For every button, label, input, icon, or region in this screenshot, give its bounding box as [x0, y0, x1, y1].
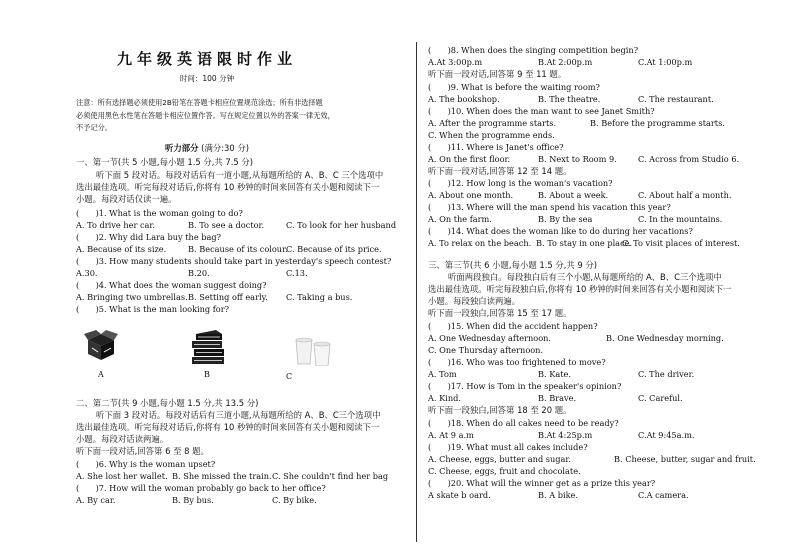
q12-option-a: A. About one month.	[428, 190, 514, 200]
q3-option-a: A.30.	[76, 268, 98, 278]
q9-option-c: C. The restaurant.	[638, 94, 714, 104]
q15-option-b: B. One Wednesday morning.	[606, 333, 724, 343]
note-line-1: 注意：所有选择题必须使用2B铅笔在答题卡相应位置规范涂选；所有非选择题	[76, 98, 323, 107]
listening-heading	[0, 142, 414, 154]
q18-option-b: B.At 4:25p.m	[538, 430, 593, 440]
q11-option-a: A. On the first floor.	[428, 154, 511, 164]
q13-option-b: B. By the sea	[538, 214, 593, 224]
sub-4: 听下面一段独白,回答第 15 至 17 题。	[428, 308, 572, 318]
sec3-intro-1: 听面两段独白。每段独白后有三个小题,从每题所给的 A、B、C三个选项中	[448, 272, 722, 282]
q6-option-b: B. She missed the train.	[172, 471, 272, 481]
question-12: ( )12. How long is the woman's vacation?	[428, 178, 613, 188]
sec2-intro-3: 小题。每段对话读两遍。	[76, 434, 169, 444]
q10-option-c: C. When the programme ends.	[428, 130, 555, 140]
q14-option-a: A. To relax on the beach.	[428, 238, 532, 248]
q7-option-b: B. By bus.	[172, 495, 214, 505]
question-17: ( )17. How is Tom in the speaker's opinion?	[428, 381, 622, 391]
q7-option-a: A. By car.	[76, 495, 116, 505]
option-b-label: B	[204, 370, 210, 379]
option-c-label: C	[286, 372, 293, 381]
question-8: ( )8. When does the singing competition begin?	[428, 45, 639, 55]
q17-option-a: A. Kind.	[428, 393, 461, 403]
q3-option-b: B.20.	[188, 268, 210, 278]
q10-option-a: A. After the programme starts.	[428, 118, 557, 128]
q1-option-a: A. To drive her car.	[76, 220, 156, 230]
q17-option-b: B. Brave.	[538, 393, 577, 403]
q8-option-b: B.At 2:00p.m	[538, 57, 593, 67]
question-13: ( )13. Where will the man spend his vacation this year?	[428, 202, 671, 212]
question-7: ( )7. How will the woman probably go back to her office?	[76, 483, 326, 493]
q6-option-a: A. She lost her wallet.	[76, 471, 168, 481]
page-title: 九年级英语限时作业	[116, 50, 297, 68]
box-icon	[84, 330, 118, 362]
sec3-heading: 三、第三节(共 6 小题,每小题 1.5 分,共 9 分)	[428, 260, 598, 270]
q15-option-c: C. One Thursday afternoon.	[428, 345, 544, 355]
question-6: ( )6. Why is the woman upset?	[76, 459, 216, 469]
question-10: ( )10. When does the man want to see Janet Smith?	[428, 106, 655, 116]
q2-option-a: A. Because of its size.	[76, 244, 167, 254]
q9-option-b: B. The theatre.	[538, 94, 601, 104]
q2-option-c: C. Because of its price.	[286, 244, 382, 254]
question-9: ( )9. What is before the waiting room?	[428, 82, 600, 92]
q2-option-b: B. Because of its colour.	[188, 244, 288, 254]
question-15: ( )15. When did the accident happen?	[428, 321, 598, 331]
listening-score: (满分:30 分)	[201, 143, 249, 153]
question-1: ( )1. What is the woman going to do?	[76, 208, 243, 218]
q9-option-a: A. The bookshop.	[428, 94, 500, 104]
sec1-heading: 一、第一节(共 5 小题,每小题 1.5 分,共 7.5 分)	[76, 157, 254, 167]
q16-option-a: A. Tom	[428, 369, 457, 379]
sec3-intro-3: 小题。每段独白读两遍。	[428, 296, 521, 306]
q13-option-a: A. On the farm.	[428, 214, 492, 224]
q3-option-c: C.13.	[286, 268, 308, 278]
note-line-2: 必须使用黑色水性笔在答题卡相应位置作答。写在规定位置以外的答案一律无效，	[76, 111, 335, 120]
q20-option-a: A skate b oard.	[428, 490, 491, 500]
question-16: ( )16. Who was too frightened to move?	[428, 357, 606, 367]
sec2-intro-1: 听下面 3 段对话。每段对话后有三道小题,从每题所给的 A、B、C三个选项中	[96, 410, 381, 420]
question-18: ( )18. When do all cakes need to be ready?	[428, 418, 619, 428]
question-19: ( )19. What must all cakes include?	[428, 442, 588, 452]
question-4: ( )4. What does the woman suggest doing?	[76, 280, 267, 290]
q4-option-a: A. Bringing two umbrellas.	[76, 292, 188, 302]
sec2-heading: 二、第二节(共 9 小题,每小题 1.5 分,共 13.5 分)	[76, 398, 259, 408]
sec1-intro-3: 小题。每段对话仅读一遍。	[76, 194, 177, 204]
q19-option-a: A. Cheese, eggs, butter and sugar.	[428, 454, 572, 464]
q7-option-c: C. By bike.	[272, 495, 317, 505]
q4-option-b: B. Setting off early.	[188, 292, 268, 302]
sec2-sub-1: 听下面一段对话,回答第 6 至 8 题。	[76, 446, 209, 456]
question-14: ( )14. What does the woman like to do during her vacations?	[428, 226, 693, 236]
q13-option-c: C. In the mountains.	[638, 214, 723, 224]
sec1-intro-1: 听下面 5 段对话。每段对话后有一道小题,从每题所给的 A、B、C 三个选项中	[96, 170, 384, 180]
q19-option-b: B. Cheese, butter, sugar and fruit.	[614, 454, 756, 464]
q6-option-c: C. She couldn't find her bag	[272, 471, 389, 481]
q14-option-c: C. To visit places of interest.	[622, 238, 740, 248]
q14-option-b: B. To stay in one place.	[536, 238, 633, 248]
books-icon	[190, 330, 226, 364]
question-3: ( )3. How many students should take part in yesterday's speech contest?	[76, 256, 392, 266]
q12-option-c: C. About half a month.	[638, 190, 732, 200]
question-11: ( )11. Where is Janet's office?	[428, 142, 564, 152]
q18-option-c: C.At 9:45a.m.	[638, 430, 695, 440]
q1-option-b: B. To see a doctor.	[188, 220, 265, 230]
q15-option-a: A. One Wednesday afternoon.	[428, 333, 552, 343]
sub-3: 听下面一段对话,回答第 12 至 14 题。	[428, 166, 572, 176]
question-2: ( )2. Why did Lara buy the bag?	[76, 232, 222, 242]
q16-option-c: C. The driver.	[638, 369, 695, 379]
q18-option-a: A. At 9 a.m	[428, 430, 474, 440]
option-a-label: A	[98, 370, 104, 379]
q20-option-c: C.A camera.	[638, 490, 689, 500]
q8-option-a: A.At 3:00p.m	[428, 57, 483, 67]
q1-option-c: C. To look for her husband	[286, 220, 397, 230]
column-divider	[416, 42, 417, 542]
paper-cups-icon	[294, 336, 334, 366]
right-column	[418, 0, 794, 560]
question-5: ( )5. What is the man looking for?	[76, 304, 230, 314]
sub-2: 听下面一段对话,回答第 9 至 11 题。	[428, 69, 567, 79]
listening-title: 听力部分	[165, 143, 199, 153]
note-line-3: 不予记分。	[76, 123, 112, 132]
q12-option-b: B. About a week.	[538, 190, 609, 200]
q16-option-b: B. Kate.	[538, 369, 571, 379]
q19-option-c: C. Cheese, eggs, fruit and chocolate.	[428, 466, 581, 476]
q4-option-c: C. Taking a bus.	[286, 292, 353, 302]
q8-option-c: C.At 1:00p.m	[638, 57, 693, 67]
sec2-intro-2: 选出最佳选项。听完每段对话后,你将有 10 秒钟的时间来回答有关小题和阅读下一	[76, 422, 380, 432]
q11-option-b: B. Next to Room 9.	[538, 154, 617, 164]
sub-5: 听下面一段独白,回答第 18 至 20 题。	[428, 405, 572, 415]
sec1-intro-2: 选出最佳选项。听完每段对话后,你将有 10 秒钟的时间来回答有关小题和阅读下一	[76, 182, 380, 192]
q17-option-c: C. Careful.	[638, 393, 683, 403]
question-20: ( )20. What will the winner get as a prize this year?	[428, 478, 656, 488]
q10-option-b: B. Before the programme starts.	[590, 118, 725, 128]
exam-time: 时间：100 分钟	[179, 74, 235, 83]
sec3-intro-2: 选出最佳选项。听完每段独白后,你将有 10 秒钟的时间来回答有关小题和阅读下一	[428, 284, 732, 294]
q11-option-c: C. Across from Studio 6.	[638, 154, 740, 164]
q20-option-b: B. A bike.	[538, 490, 579, 500]
